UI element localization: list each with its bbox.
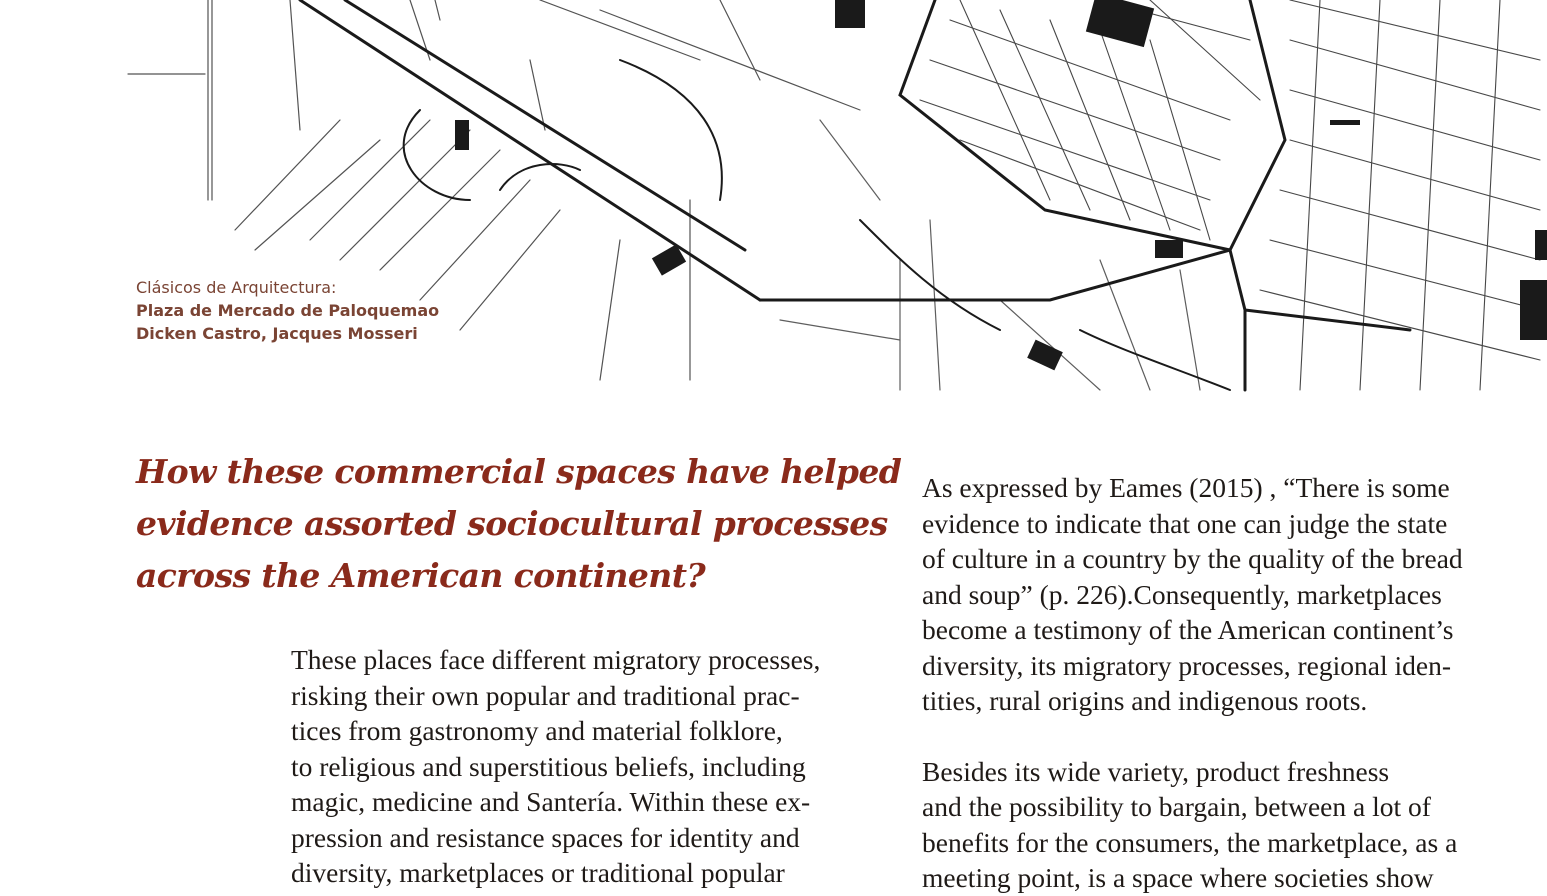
text-line: to religious and superstitious beliefs, including — [291, 750, 806, 782]
text-line: become a testimony of the American continent’s — [922, 614, 1454, 645]
heading-line: How these commercial spaces have helped — [136, 452, 902, 491]
caption-series: Clásicos de Arquitectura: — [136, 278, 337, 297]
text-line: of culture in a country by the quality of the bread — [922, 543, 1463, 574]
text-line: and soup” (p. 226).Consequently, marketplaces — [922, 578, 1442, 610]
text-line: evidence to indicate that one can judge the state — [922, 507, 1448, 539]
text-line: Besides its wide variety, product freshness — [922, 755, 1390, 787]
text-line: benefits for the consumers, the marketplace, as a — [922, 826, 1458, 858]
section-heading — [136, 446, 902, 602]
text-line: tities, rural origins and indigenous roots. — [922, 685, 1368, 716]
heading-line: evidence assorted sociocultural processes — [136, 504, 888, 543]
text-line: As expressed by Eames (2015) , “There is some — [922, 472, 1450, 503]
text-line: and the possibility to bargain, between a lot of — [922, 791, 1431, 822]
text-line: diversity, marketplaces or traditional popular — [291, 857, 785, 888]
right-paragraph-1 — [922, 470, 1532, 719]
heading-line: across the American continent? — [136, 556, 706, 595]
right-paragraph-2 — [922, 754, 1532, 896]
figure-caption — [136, 276, 439, 345]
caption-title: Plaza de Mercado de Paloquemao — [136, 301, 440, 320]
text-line: pression and resistance spaces for identity and — [291, 821, 800, 853]
text-line: tices from gastronomy and material folklore, — [291, 715, 783, 746]
text-line: diversity, its migratory processes, regional iden- — [922, 649, 1451, 681]
text-line: magic, medicine and Santería. Within these ex- — [291, 786, 811, 817]
text-line: These places face different migratory processes, — [291, 644, 821, 675]
caption-authors: Dicken Castro, Jacques Mosseri — [136, 324, 418, 343]
text-line: risking their own popular and traditional prac- — [291, 679, 800, 711]
text-line: meeting point, is a space where societies show — [922, 862, 1434, 893]
right-column — [922, 470, 1532, 896]
left-paragraph — [291, 642, 891, 891]
left-column — [291, 642, 891, 891]
